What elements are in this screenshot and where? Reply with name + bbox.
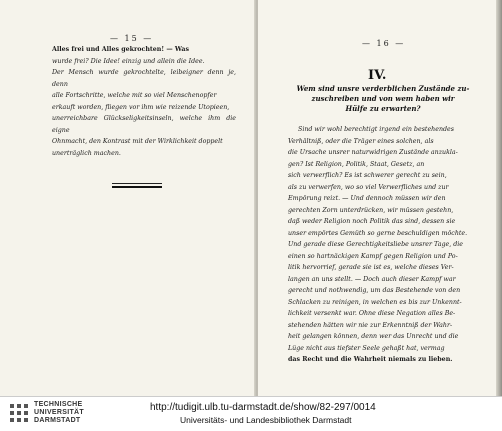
chapter-title — [288, 84, 478, 114]
text-line: wurde frei? Die Idee! einzig und allein die Idee. — [52, 57, 205, 65]
chapter-title-line: zuschreiben und von wem haben wir — [311, 94, 455, 103]
text-line: das Recht und die Wahrheit niemals zu lieben. — [288, 356, 453, 363]
text-line: die Ursache unsrer naturwidrigen Zustände anzukla- — [288, 149, 458, 156]
section-divider — [112, 183, 162, 184]
library-name: Universitäts- und Landesbibliothek Darmstadt — [180, 415, 352, 425]
text-line: als zu verwerfen, wo so viel Verwerfliches und zur — [288, 183, 449, 191]
text-line: Lüge nicht aus tiefster Seele gehaßt hat, vermag — [288, 344, 445, 352]
university-logo-icon — [8, 402, 30, 424]
text-line: einen so hartnäckigen Kampf gegen Religion und Po- — [288, 252, 458, 260]
text-line: Schlacken zu reinigen, in welchen es bis zur Unkennt- — [288, 298, 462, 306]
right-page-text — [288, 124, 478, 366]
text-line: Alles frei und Alles gekrochten! — Was — [52, 46, 189, 53]
permalink-url[interactable]: http://tudigit.ulb.tu-darmstadt.de/show/82-297/0014 — [150, 402, 376, 413]
footer-bar — [0, 396, 502, 431]
text-line: erkauft worden, fliegen vor ihm wie reizende Utopieen, — [52, 103, 230, 111]
text-line: daß weder Religion noch Politik das sind, dessen sie — [288, 218, 456, 225]
text-line: Empörung reizt. — Und dennoch müssen wir den — [288, 195, 446, 202]
page-number-left: — 15 — — [110, 34, 154, 43]
section-divider-thick — [112, 186, 162, 188]
text-line: Ohnmacht, den Kontrast mit der Wirklichkeit doppelt — [52, 138, 223, 145]
text-line: langen an uns stellt. — Doch auch dieser Kampf war — [288, 275, 456, 283]
text-line: Verhältniß, oder die Träger eines solchen, als — [288, 137, 434, 145]
left-page-text — [52, 44, 236, 159]
text-line: Sind wir wohl berechtigt irgend ein bestehendes — [298, 126, 455, 133]
text-line: Und gerade diese Gerechtigkeitsliebe unsrer Tage, die — [288, 241, 463, 248]
chapter-title-line: Wem sind unsre verderblichen Zustände zu- — [296, 84, 470, 93]
page-number-right: — 16 — — [362, 39, 406, 48]
book-edge — [496, 0, 502, 396]
chapter-title-line: Hülfe zu erwarten? — [345, 104, 421, 113]
text-line: unser empörtes Gemüth so gerne beschuldigen möchte. — [288, 229, 468, 237]
text-line: alle Fortschritte, welche mit so viel Menschenopfer — [52, 92, 217, 99]
text-line: litik hervorrief, gerade sie ist es, welche dieses Ver- — [288, 264, 454, 271]
text-line: gen? Ist Religion, Politik, Staat, Gesetz, an — [288, 160, 425, 168]
text-line: unerträglich machen. — [52, 149, 121, 157]
text-line: stehenden hätten wir nie zur Erkenntniß der Wahr- — [288, 321, 453, 329]
text-line: unerreichbare Glückseligkeitsinseln, welche ihm die eigne — [52, 115, 236, 134]
right-page — [258, 0, 502, 396]
chapter-number: IV. — [368, 68, 387, 83]
text-line: heit gelangen können, denn wer das Unrecht und die — [288, 333, 459, 340]
text-line: gerechten Zorn unterdrücken, wir müssen gestehn, — [288, 206, 454, 214]
university-name: TECHNISCHE UNIVERSITÄT DARMSTADT — [34, 401, 84, 424]
left-page — [0, 0, 256, 396]
text-line: gerecht und nothwendig, um das Bestehende von den — [288, 287, 461, 294]
text-line: Der Mensch wurde gekrochtelte, leibeigner denn je, denn — [52, 69, 236, 88]
text-line: sich verwerflich? Es ist schwerer gerecht zu sein, — [288, 172, 447, 179]
text-line: lichkeit versenkt war. Ohne diese Negation alles Be- — [288, 310, 456, 317]
